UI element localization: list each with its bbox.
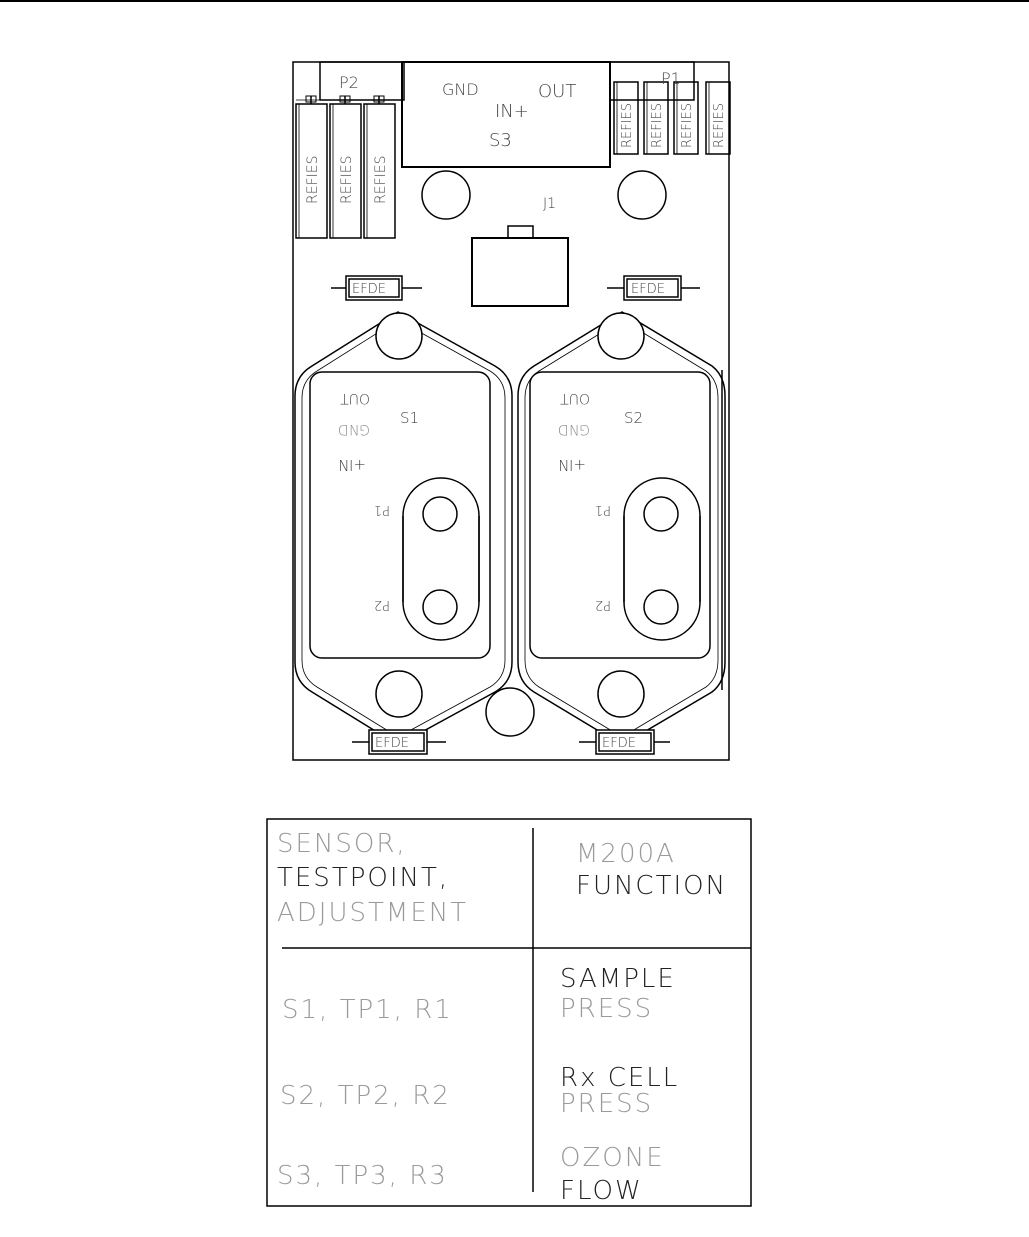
capacitor-label: EFDE — [352, 282, 386, 297]
legend-row-id: S1, TP1, R1 — [282, 995, 453, 1025]
label-s2-gnd: GND — [557, 421, 590, 437]
resistor-label: REFIES — [620, 102, 635, 148]
mounting-hole — [486, 688, 534, 736]
label-s2-in-plus: +IN — [557, 456, 586, 474]
connector-p1 — [610, 62, 694, 100]
label-s2-port-p2: P2 — [594, 597, 611, 612]
capacitor-label: EFDE — [631, 282, 665, 297]
label-s3-in-plus: IN+ — [495, 101, 529, 122]
resistor-label: REFIES — [650, 102, 665, 148]
label-s2-out: OUT — [560, 390, 590, 406]
label-s1-name: S1 — [400, 409, 420, 427]
legend-row-function-line: SAMPLE — [560, 964, 676, 994]
legend-table — [267, 819, 751, 1206]
resistor-label: REFIES — [305, 155, 321, 204]
label-s2-name: S2 — [624, 409, 644, 427]
label-p1: P1 — [661, 69, 681, 88]
legend-row-function-line: Rx CELL — [560, 1063, 680, 1093]
legend-row-function-line: FLOW — [560, 1176, 643, 1206]
legend-col2-header-line: M200A — [576, 839, 676, 869]
legend-row-id: S3, TP3, R3 — [277, 1161, 448, 1191]
board-labels — [305, 69, 727, 751]
label-j1: J1 — [543, 196, 557, 212]
label-s1-port-p1: P1 — [373, 502, 390, 517]
jack-j1-key — [508, 226, 533, 238]
capacitor-label: EFDE — [375, 736, 409, 751]
label-s1-gnd: GND — [337, 421, 370, 437]
legend-col2-header-line: FUNCTION — [576, 871, 728, 901]
connector-p2 — [320, 62, 404, 100]
resistor-label: REFIES — [339, 155, 355, 204]
jack-j1 — [472, 238, 568, 306]
mounting-hole — [422, 171, 470, 219]
label-s2-port-p1: P1 — [594, 502, 611, 517]
legend-row-id: S2, TP2, R2 — [280, 1081, 451, 1111]
legend-row-function-line: OZONE — [560, 1143, 665, 1173]
sensor-s1 — [295, 312, 512, 745]
capacitor-label: EFDE — [602, 736, 636, 751]
legend-col1-header-line: ADJUSTMENT — [277, 898, 469, 928]
legend-row-function-line: PRESS — [560, 1089, 654, 1119]
pcb-board — [293, 62, 730, 760]
label-s3-out: OUT — [538, 81, 577, 102]
label-s1-in-plus: +IN — [337, 456, 366, 474]
label-s1-port-p2: P2 — [373, 597, 390, 612]
resistor-label: REFIES — [712, 102, 727, 148]
label-s3-gnd: GND — [442, 80, 479, 99]
legend-col1-header-line: TESTPOINT, — [277, 863, 450, 893]
resistor-label: REFIES — [373, 155, 389, 204]
label-s3-name: S3 — [489, 130, 512, 151]
resistor-label: REFIES — [680, 102, 695, 148]
label-p2: P2 — [339, 73, 359, 92]
mounting-hole — [618, 171, 666, 219]
label-s1-out: OUT — [340, 390, 370, 406]
legend-col1-header-line: SENSOR, — [277, 829, 407, 859]
sensor-s2 — [518, 312, 725, 745]
legend-row-function-line: PRESS — [560, 994, 654, 1024]
